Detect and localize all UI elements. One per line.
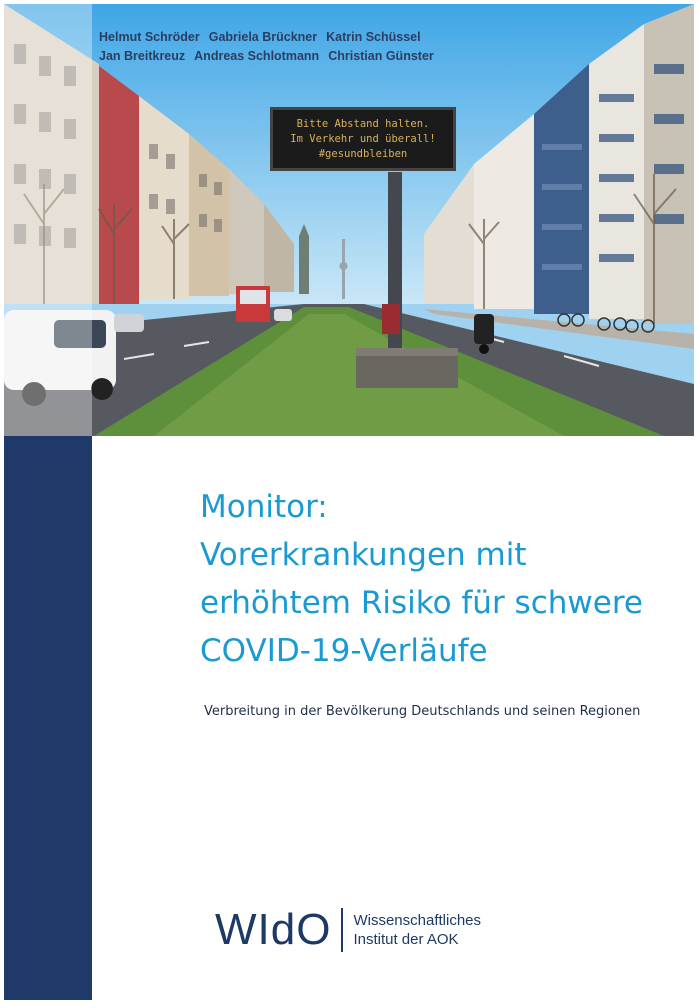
navy-side-bar: [4, 436, 92, 1000]
institute-line: Wissenschaftliches: [353, 912, 481, 929]
report-title: [200, 483, 690, 675]
sign-line: Im Verkehr und überall!: [290, 132, 436, 145]
wido-institute-name: [353, 911, 481, 949]
cover-photo-street: [4, 4, 694, 436]
author-list: [99, 28, 443, 66]
title-line: Vorerkrankungen mit: [200, 537, 527, 573]
author-name: Christian Günster: [328, 49, 434, 63]
author-name: Jan Breitkreuz: [99, 49, 186, 63]
title-line: COVID-19-Verläufe: [200, 633, 488, 669]
led-traffic-sign: [270, 107, 456, 171]
sign-line: Bitte Abstand halten.: [296, 117, 430, 130]
title-line: erhöhtem Risiko für schwere: [200, 585, 643, 621]
wido-wordmark: WIdO: [215, 905, 332, 954]
author-name: Katrin Schüssel: [326, 30, 421, 44]
logo-divider: [341, 908, 343, 952]
wido-logo: [215, 905, 481, 955]
photo-left-fade: [4, 4, 92, 436]
institute-line: Institut der AOK: [353, 931, 459, 948]
author-row-2: [99, 47, 443, 66]
sign-line: #gesundbleiben: [318, 147, 408, 160]
author-name: Helmut Schröder: [99, 30, 200, 44]
title-line: Monitor:: [200, 489, 328, 525]
author-name: Gabriela Brückner: [208, 30, 318, 44]
author-name: Andreas Schlotmann: [194, 49, 320, 63]
street-illustration: [4, 4, 694, 436]
author-row-1: [99, 28, 443, 47]
report-subtitle: Verbreitung in der Bevölkerung Deutschlands und seinen Regionen: [204, 704, 641, 719]
